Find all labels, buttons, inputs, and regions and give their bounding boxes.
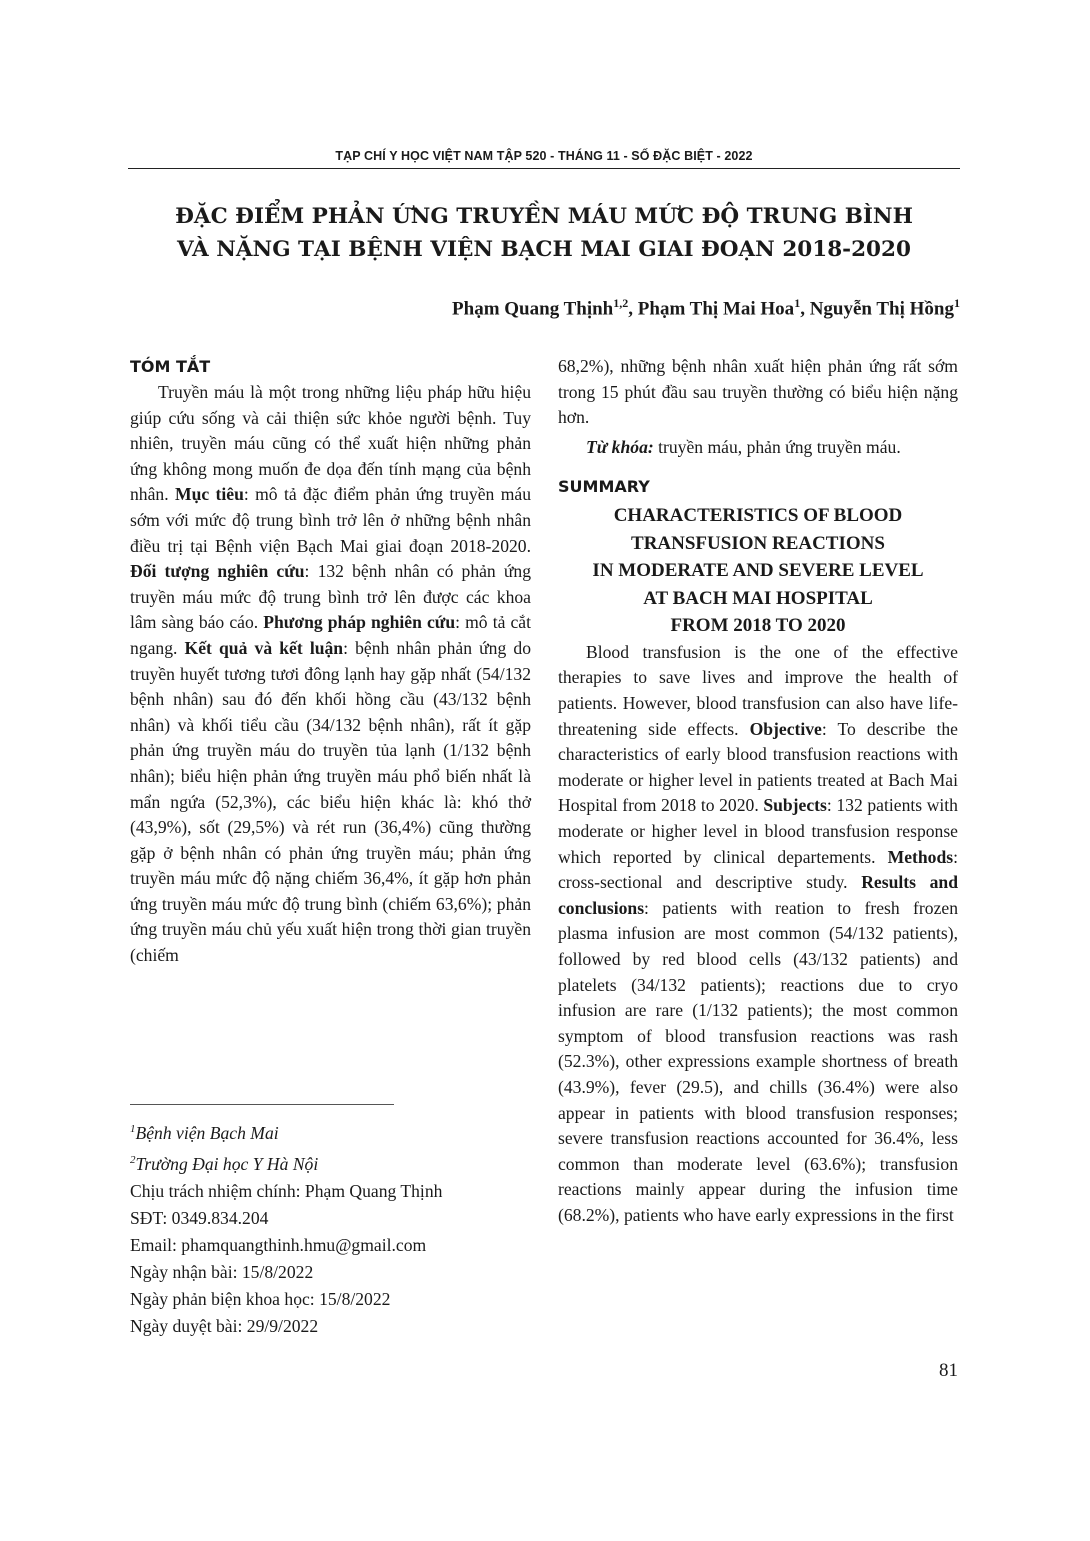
author-name: Phạm Thị Mai Hoa: [637, 298, 795, 320]
footnote-rule: [130, 1104, 394, 1105]
received-date: Ngày nhận bài: 15/8/2022: [130, 1261, 314, 1282]
author-affiliation-sup: 1: [954, 296, 960, 310]
title-line: ĐẶC ĐIỂM PHẢN ỨNG TRUYỀN MÁU MỨC ĐỘ TRUNG BÌNH: [175, 204, 913, 229]
accepted-date: Ngày duyệt bài: 29/9/2022: [130, 1315, 319, 1336]
english-title-line: FROM 2018 TO 2020: [670, 615, 846, 637]
author-separator: ,: [628, 298, 638, 320]
affiliation-text: Trường Đại học Y Hà Nội: [135, 1153, 319, 1174]
label-methods: Phương pháp nghiên cứu: [263, 612, 456, 633]
label-results: Kết quả và kết luận: [184, 637, 344, 658]
right-column: [558, 354, 958, 1229]
author-affiliation-sup: 1: [794, 296, 801, 310]
author-list: [452, 296, 960, 320]
author-name: Phạm Quang Thịnh: [452, 298, 614, 320]
page-number: 81: [939, 1360, 958, 1381]
summary-text: : cross-sectional and descriptive study.: [558, 846, 958, 893]
phone-number: SĐT: 0349.834.204: [130, 1207, 269, 1228]
english-title-line: CHARACTERISTICS OF BLOOD: [613, 505, 903, 527]
email-address: Email: phamquangthinh.hmu@gmail.com: [130, 1234, 427, 1255]
review-date: Ngày phản biện khoa học: 15/8/2022: [130, 1288, 391, 1309]
label-objective-en: Objective: [749, 718, 822, 739]
abstract-text: Truyền máu là một trong những liệu pháp hữu hiệu giúp cứu sống và cải thiện sức khỏe người bệnh. Tuy nhiên, truyền máu cũng có thể xuất hiện những phản ứng không mong muốn đe dọa đến tính mạng của bệnh nhân.: [130, 382, 531, 505]
title-line: VÀ NẶNG TẠI BỆNH VIỆN BẠCH MAI GIAI ĐOẠN 2018-2020: [177, 237, 911, 262]
summary-text: : patients with reation to fresh frozen plasma infusion are most common (54/132 patients), followed by red blood cells (43/132 patients) and platelets (34/132 patients); reactions due to cryo infusion are rare (1/132 patients); the most common symptom of blood transfusion reactions was rash (52.3%), other expressions example shortness of breath (43.9%), fever (29.5), and chills (36.4%) were also appear in patients with blood transfusion responses; severe transfusion reactions accounted for 36.4%, less common than moderate level (63.6%); transfusion reactions mainly appear during the infusion time (68.2%), patients who have early expressions in the first: [558, 897, 958, 1225]
abstract-text: : bệnh nhân phản ứng do truyền huyết tương tươi đông lạnh hay gặp nhất (54/132 bệnh nhân) sau đó đến khối hồng cầu (43/132 bệnh nhân) và khối tiểu cầu (34/132 bệnh nhân), rất ít gặp phản ứng truyền máu do truyền tủa lạnh (1/132 bệnh nhân); biểu hiện phản ứng truyền máu phổ biến nhất là mẩn ngứa (52,3%), các biểu hiện khác là: khó thở (43,9%), sốt (29,5%) và rét run (36,4%) cũng thường gặp ở bệnh nhân có phản ứng truyền máu; phản ứng truyền máu mức độ nặng chiếm 36,4%, ít gặp hơn phản ứng truyền máu mức độ trung bình (chiếm 63,6%); phản ứng truyền máu chủ yếu xuất hiện trong thời gian truyền (chiếm: [130, 637, 531, 966]
article-title: [128, 200, 960, 266]
abstract-text: : 132 bệnh nhân có phản ứng truyền máu mức độ trung bình trở lên được các khoa lâm sàng báo cáo.: [130, 561, 531, 633]
summary-heading: SUMMARY: [558, 477, 650, 497]
abstract-vi-paragraph: [130, 380, 531, 969]
keywords-label: Từ khóa:: [586, 436, 654, 457]
summary-text: : To describe the characteristics of early blood transfusion reactions with moderate or higher level in patients treated at Bach Mai Hospital from 2018 to 2020.: [558, 718, 958, 816]
affiliation-1: [130, 1116, 550, 1147]
journal-header: TẠP CHÍ Y HỌC VIỆT NAM TẬP 520 - THÁNG 11 - SỐ ĐẶC BIỆT - 2022: [335, 149, 753, 163]
summary-text: : 132 patients with moderate or higher level in blood transfusion response which reported by clinical departements.: [558, 795, 958, 867]
label-subjects: Đối tượng nghiên cứu: [130, 561, 305, 582]
affiliation-sup: 2: [130, 1153, 136, 1166]
author-affiliation-sup: 1,2: [613, 296, 629, 310]
english-title-line: TRANSFUSION REACTIONS: [631, 532, 885, 554]
left-column: [130, 356, 531, 969]
abstract-heading: TÓM TẮT: [130, 357, 211, 376]
label-subjects-en: Subjects: [763, 795, 827, 816]
affiliation-text: Bệnh viện Bạch Mai: [135, 1122, 279, 1143]
author-name: Nguyễn Thị Hồng: [809, 298, 954, 320]
label-results-en: Results and conclusions: [558, 872, 958, 918]
summary-text: Blood transfusion is the one of the effective therapies to save lives and improve the health of patients. However, blood transfusion can also have life-threatening side effects.: [558, 641, 958, 739]
abstract-text: : mô tả cắt ngang.: [130, 612, 531, 658]
summary-paragraph: [558, 640, 958, 1229]
corresponding-author: Chịu trách nhiệm chính: Phạm Quang Thịnh: [130, 1180, 443, 1201]
author-separator: ,: [800, 298, 810, 320]
label-methods-en: Methods: [887, 846, 954, 867]
abstract-text: : mô tả đặc điểm phản ứng truyền máu sớm với mức độ trung bình trở lên ở những bệnh nhân điều trị tại Bệnh viện Bạch Mai giai đoạn 2018-2020.: [130, 484, 531, 556]
affiliation-sup: 1: [130, 1123, 136, 1135]
footnotes: [130, 1116, 550, 1340]
english-title: [558, 502, 958, 640]
abstract-vi-continuation: 68,2%), những bệnh nhân xuất hiện phản ứng rất sớm trong 15 phút đầu sau truyền thường có biểu hiện nặng hơn.: [558, 356, 958, 428]
keywords-text: truyền máu, phản ứng truyền máu.: [653, 436, 901, 457]
label-objective: Mục tiêu: [174, 484, 244, 505]
affiliation-2: [130, 1147, 550, 1178]
header-rule: [128, 168, 960, 169]
english-title-line: AT BACH MAI HOSPITAL: [643, 587, 873, 609]
english-title-line: IN MODERATE AND SEVERE LEVEL: [592, 560, 924, 582]
keywords: [558, 435, 958, 461]
